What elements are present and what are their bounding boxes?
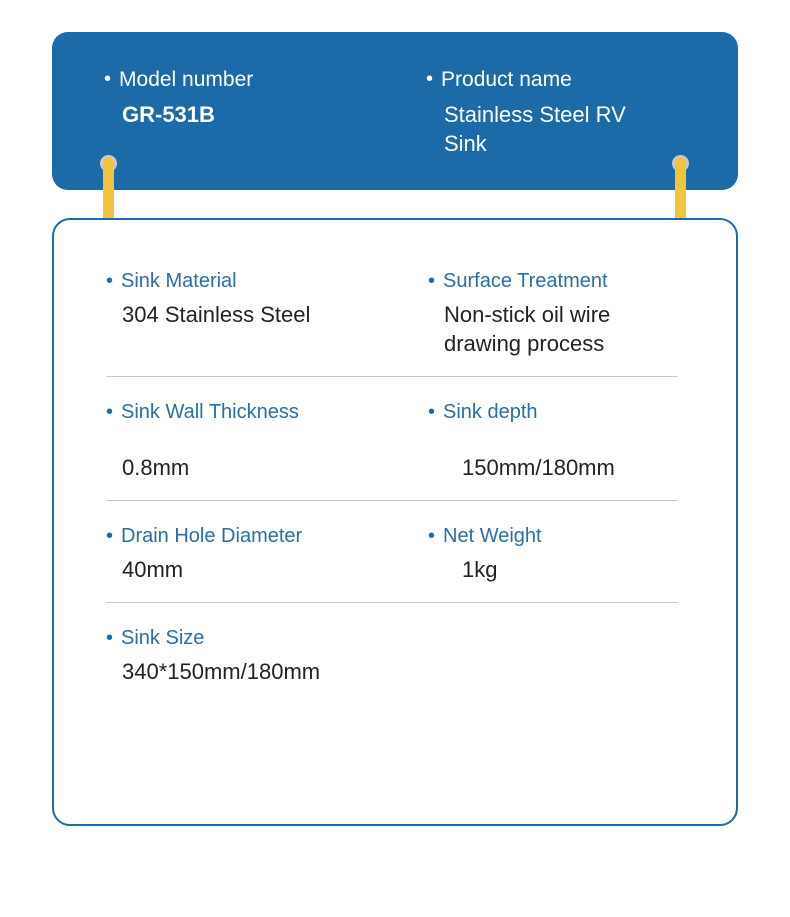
spec-label-row [106,625,428,651]
bullet-icon: • [106,627,114,649]
bullet-icon: • [106,270,114,292]
spec-label-row [428,399,688,425]
spec-value-surface-treatment: Non-stick oil wire drawing process [444,302,611,356]
header-grid [52,66,738,158]
header-card [52,32,738,190]
header-value-product-name: Stainless Steel RV Sink [444,102,626,156]
spec-cell-sink-material [106,268,428,358]
spec-row [106,268,688,358]
spec-label-row [106,523,428,549]
bullet-icon: • [104,68,112,90]
bullet-icon: • [106,401,114,423]
bullet-icon: • [428,270,436,292]
specifications-list [106,268,688,686]
spec-cell-sink-wall-thickness [106,399,428,482]
spec-cell-empty [428,625,688,686]
spec-value-sink-depth: 150mm/180mm [462,455,615,480]
spec-label-sink-material: Sink Material [121,270,237,292]
spec-row [106,523,688,584]
header-column-model-number [104,66,426,158]
spec-label-row [428,268,688,294]
spec-row [106,399,688,482]
spec-label-sink-depth: Sink depth [443,401,538,423]
bullet-icon: • [106,525,114,547]
spec-value-sink-wall-thickness: 0.8mm [122,455,190,480]
spec-value-drain-hole-diameter: 40mm [122,557,184,582]
spec-label-net-weight: Net Weight [443,525,542,547]
spec-label-sink-size: Sink Size [121,627,205,649]
spec-label-surface-treatment: Surface Treatment [443,270,608,292]
specifications-card [52,218,738,826]
spec-cell-sink-depth [428,399,688,482]
row-divider [106,376,678,377]
header-label-model-number: Model number [119,68,254,91]
bullet-icon: • [428,401,436,423]
spec-label-row [106,268,428,294]
spec-label-row [428,523,688,549]
spec-label-row [106,399,428,425]
spec-cell-net-weight [428,523,688,584]
spec-cell-surface-treatment [428,268,688,358]
row-divider [106,500,678,501]
spec-row [106,625,688,686]
spec-value-sink-size: 340*150mm/180mm [122,659,321,684]
header-column-product-name [426,66,706,158]
header-value-model-number: GR-531B [122,102,215,127]
row-divider [106,602,678,603]
header-label-product-name: Product name [441,68,572,91]
spec-label-sink-wall-thickness: Sink Wall Thickness [121,401,299,423]
spec-value-net-weight: 1kg [462,557,498,582]
spec-value-sink-material: 304 Stainless Steel [122,302,311,327]
spec-label-drain-hole-diameter: Drain Hole Diameter [121,525,303,547]
bullet-icon: • [426,68,434,90]
bullet-icon: • [428,525,436,547]
header-label-row-product-name [426,66,706,93]
header-label-row-model-number [104,66,426,93]
spec-cell-drain-hole-diameter [106,523,428,584]
spec-cell-sink-size [106,625,428,686]
